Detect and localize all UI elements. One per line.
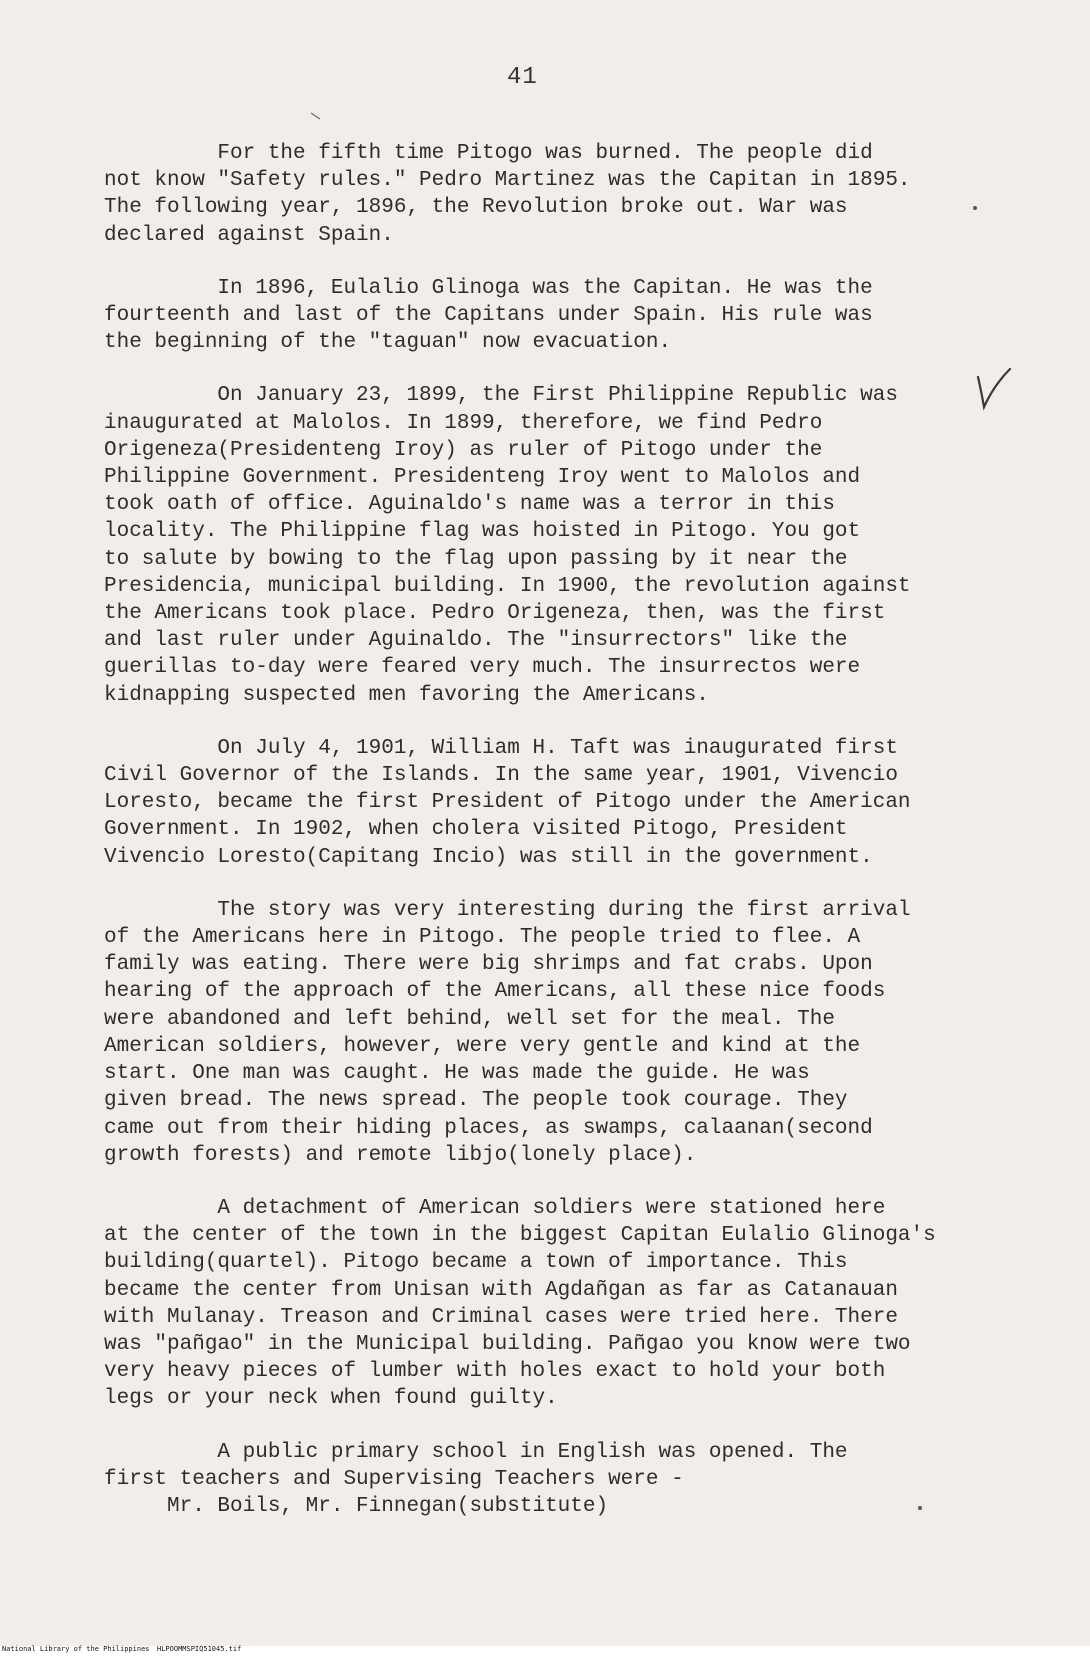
text-line: the beginning of the "taguan" now evacuation. <box>104 331 672 355</box>
text-line: at the center of the town in the biggest Capitan Eulalio Glinoga's <box>104 1224 936 1248</box>
text-line: growth forests) and remote libjo(lonely place). <box>104 1143 697 1167</box>
text-line: were abandoned and left behind, well set for the meal. The <box>104 1007 835 1031</box>
text-line: start. One man was caught. He was made the guide. He was <box>104 1062 810 1086</box>
text-line: guerillas to-day were feared very much. The insurrectos were <box>104 656 861 680</box>
text-line: fourteenth and last of the Capitans under Spain. His rule was <box>104 304 873 328</box>
text-line: hearing of the approach of the Americans, all these nice foods <box>104 980 886 1004</box>
text-line: family was eating. There were big shrimps and fat crabs. Upon <box>104 953 873 977</box>
file-id: HLPOOMMSPIQ51045.tif <box>157 1645 242 1653</box>
text-line: Vivencio Loresto(Capitang Incio) was still in the government. <box>104 845 873 869</box>
text-line: Civil Governor of the Islands. In the same year, 1901, Vivencio <box>104 764 898 788</box>
paragraph <box>104 897 1004 1169</box>
text-line: building(quartel). Pitogo became a town of importance. This <box>104 1251 848 1275</box>
text-line: Mr. Boils, Mr. Finnegan(substitute) <box>104 1494 609 1518</box>
margin-tick-mark <box>310 112 322 120</box>
library-credit: National Library of the Philippines <box>2 1645 150 1653</box>
document-body <box>104 140 1004 1546</box>
text-line: given bread. The news spread. The people took courage. They <box>104 1089 848 1113</box>
text-line: and last ruler under Aguinaldo. The "insurrectors" like the <box>104 629 848 653</box>
text-line: The story was very interesting during the first arrival <box>104 898 911 922</box>
paragraph <box>104 1195 1004 1413</box>
text-line: became the center from Unisan with Agdañgan as far as Catanauan <box>104 1278 898 1302</box>
text-line: Philippine Government. Presidenteng Iroy went to Malolos and <box>104 466 861 490</box>
text-line: A detachment of American soldiers were stationed here <box>104 1196 886 1220</box>
paragraph <box>104 140 1004 249</box>
page-number: 41 <box>507 64 538 91</box>
text-line: inaugurated at Malolos. In 1899, therefore, we find Pedro <box>104 411 823 435</box>
text-line: Loresto, became the first President of Pitogo under the American <box>104 791 911 815</box>
text-line: legs or your neck when found guilty. <box>104 1387 558 1411</box>
text-line: not know "Safety rules." Pedro Martinez was the Capitan in 1895. <box>104 169 911 193</box>
text-line: The following year, 1896, the Revolution broke out. War was <box>104 196 848 220</box>
text-line: On January 23, 1899, the First Philippine Republic was <box>104 384 898 408</box>
text-line: of the Americans here in Pitogo. The people tried to flee. A <box>104 926 861 950</box>
text-line: the Americans took place. Pedro Origeneza, then, was the first <box>104 602 886 626</box>
text-line: to salute by bowing to the flag upon passing by it near the <box>104 547 848 571</box>
text-line: declared against Spain. <box>104 223 394 247</box>
text-line: kidnapping suspected men favoring the Americans. <box>104 683 709 707</box>
text-line: In 1896, Eulalio Glinoga was the Capitan. He was the <box>104 276 873 300</box>
paragraph <box>104 735 1004 871</box>
text-line: American soldiers, however, were very gentle and kind at the <box>104 1034 861 1058</box>
text-line: Government. In 1902, when cholera visited Pitogo, President <box>104 818 848 842</box>
text-line: Presidencia, municipal building. In 1900, the revolution against <box>104 574 911 598</box>
text-line: very heavy pieces of lumber with holes exact to hold your both <box>104 1360 886 1384</box>
text-line: locality. The Philippine flag was hoisted in Pitogo. You got <box>104 520 861 544</box>
text-line: first teachers and Supervising Teachers were - <box>104 1467 684 1491</box>
text-line: with Mulanay. Treason and Criminal cases were tried here. There <box>104 1305 898 1329</box>
text-line: For the fifth time Pitogo was burned. The people did <box>104 142 873 165</box>
paragraph <box>104 275 1004 357</box>
text-line: Origeneza(Presidenteng Iroy) as ruler of Pitogo under the <box>104 438 823 462</box>
text-line: came out from their hiding places, as swamps, calaanan(second <box>104 1116 873 1140</box>
paragraph <box>104 1439 1004 1521</box>
text-line: A public primary school in English was opened. The <box>104 1440 848 1464</box>
text-line: took oath of office. Aguinaldo's name was a terror in this <box>104 493 835 517</box>
text-line: On July 4, 1901, William H. Taft was inaugurated first <box>104 736 898 760</box>
text-line: was "pañgao" in the Municipal building. Pañgao you know were two <box>104 1332 911 1356</box>
paragraph <box>104 382 1004 708</box>
